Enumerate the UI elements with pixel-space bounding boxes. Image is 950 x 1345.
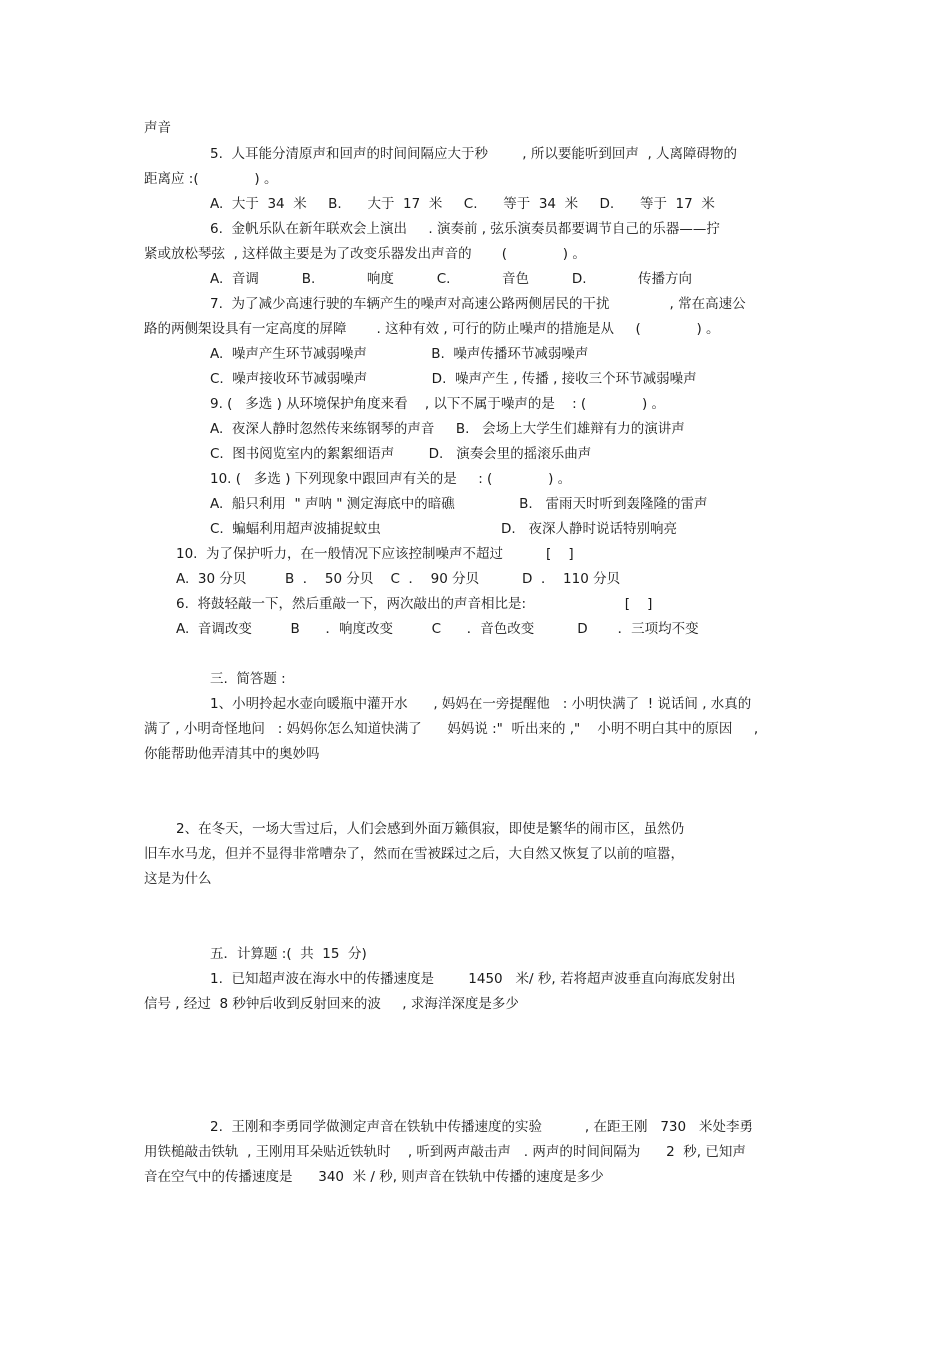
section-heading: 三. 简答题 :	[210, 671, 286, 687]
text-line: 2. 王刚和李勇同学做测定声音在铁轨中传播速度的实验 , 在距王刚 730 米处李勇	[210, 1119, 753, 1135]
text-line: A. 噪声产生环节减弱噪声 B. 噪声传播环节减弱噪声	[210, 346, 589, 362]
text-line: A. 船只利用 " 声呐 " 测定海底中的暗礁 B. 雷雨天时听到轰隆隆的雷声	[210, 496, 708, 512]
text-line: 这是为什么	[144, 871, 212, 887]
text-line: 音在空气中的传播速度是 340 米 / 秒, 则声音在铁轨中传播的速度是多少	[144, 1169, 604, 1185]
text-line: C. 蝙蝠利用超声波捕捉蚊虫 D. 夜深人静时说话特别响亮	[210, 521, 678, 537]
text-line: C. 图书阅览室内的絮絮细语声 D. 演奏会里的摇滚乐曲声	[210, 446, 592, 462]
text-line: 10. 为了保护听力，在一般情况下应该控制噪声不超过 [ ]	[176, 546, 574, 562]
text-line: 5. 人耳能分清原声和回声的时间间隔应大于秒 , 所以要能听到回声 , 人离障碍物的	[210, 146, 738, 162]
text-line: 信号 , 经过 8 秒钟后收到反射回来的波 , 求海洋深度是多少	[144, 996, 519, 1012]
text-line: 距离应 :( ) 。	[144, 171, 278, 187]
text-line: 1. 已知超声波在海水中的传播速度是 1450 米/ 秒, 若将超声波垂直向海底发射出	[210, 971, 736, 987]
text-line: A. 音调改变 B ．响度改变 C ．音色改变 D ．三项均不变	[176, 621, 699, 637]
text-line: 路的两侧架设具有一定高度的屏障 . 这种有效 , 可行的防止噪声的措施是从 ( ) 。	[144, 321, 720, 337]
text-line: 声音	[144, 120, 171, 136]
text-line: 1、小明拎起水壶向暖瓶中灌开水 , 妈妈在一旁提醒他 : 小明快满了 ! 说话间 , 水真的	[210, 696, 752, 712]
text-line: 6. 金帆乐队在新年联欢会上演出 . 演奏前 , 弦乐演奏员都要调节自己的乐器——拧	[210, 221, 720, 237]
text-line: C. 噪声接收环节减弱噪声 D. 噪声产生 , 传播 , 接收三个环节减弱噪声	[210, 371, 697, 387]
text-line: A. 音调 B. 响度 C. 音色 D. 传播方向	[210, 271, 693, 287]
text-line: 6. 将鼓轻敲一下，然后重敲一下，两次敲出的声音相比是: [ ]	[176, 596, 653, 612]
section-heading: 五．计算题 :( 共 15 分)	[210, 946, 367, 962]
text-line: 9. ( 多选 ) 从环境保护角度来看 , 以下不属于噪声的是 : ( ) 。	[210, 396, 666, 412]
text-line: 10. ( 多选 ) 下列现象中跟回声有关的是 : ( ) 。	[210, 471, 572, 487]
text-line: A. 夜深人静时忽然传来练钢琴的声音 B. 会场上大学生们雄辩有力的演讲声	[210, 421, 685, 437]
text-line: 紧或放松琴弦 , 这样做主要是为了改变乐器发出声音的 ( ) 。	[144, 246, 586, 262]
text-line: 2、在冬天，一场大雪过后，人们会感到外面万籁俱寂，即使是繁华的闹市区，虽然仍	[176, 821, 685, 837]
text-line: 你能帮助他弄清其中的奥妙吗	[144, 746, 320, 762]
text-line: 旧车水马龙，但并不显得非常嘈杂了，然而在雪被踩过之后，大自然又恢复了以前的喧嚣，	[144, 846, 684, 862]
text-line: 7. 为了减少高速行驶的车辆产生的噪声对高速公路两侧居民的干扰 , 常在高速公	[210, 296, 746, 312]
text-line: 用铁槌敲击铁轨 , 王刚用耳朵贴近铁轨时 , 听到两声敲击声 . 两声的时间间隔为 2 秒, 已知声	[144, 1144, 746, 1160]
text-line: 满了 , 小明奇怪地问 : 妈妈你怎么知道快满了 妈妈说 :" 听出来的 ," 小明不明白其中的原因 ,	[144, 721, 759, 737]
text-line: A. 大于 34 米 B. 大于 17 米 C. 等于 34 米 D. 等于 17 米	[210, 196, 715, 212]
text-line: A. 30 分贝 B ． 50 分贝 C ． 90 分贝 D ． 110 分贝	[176, 571, 621, 587]
